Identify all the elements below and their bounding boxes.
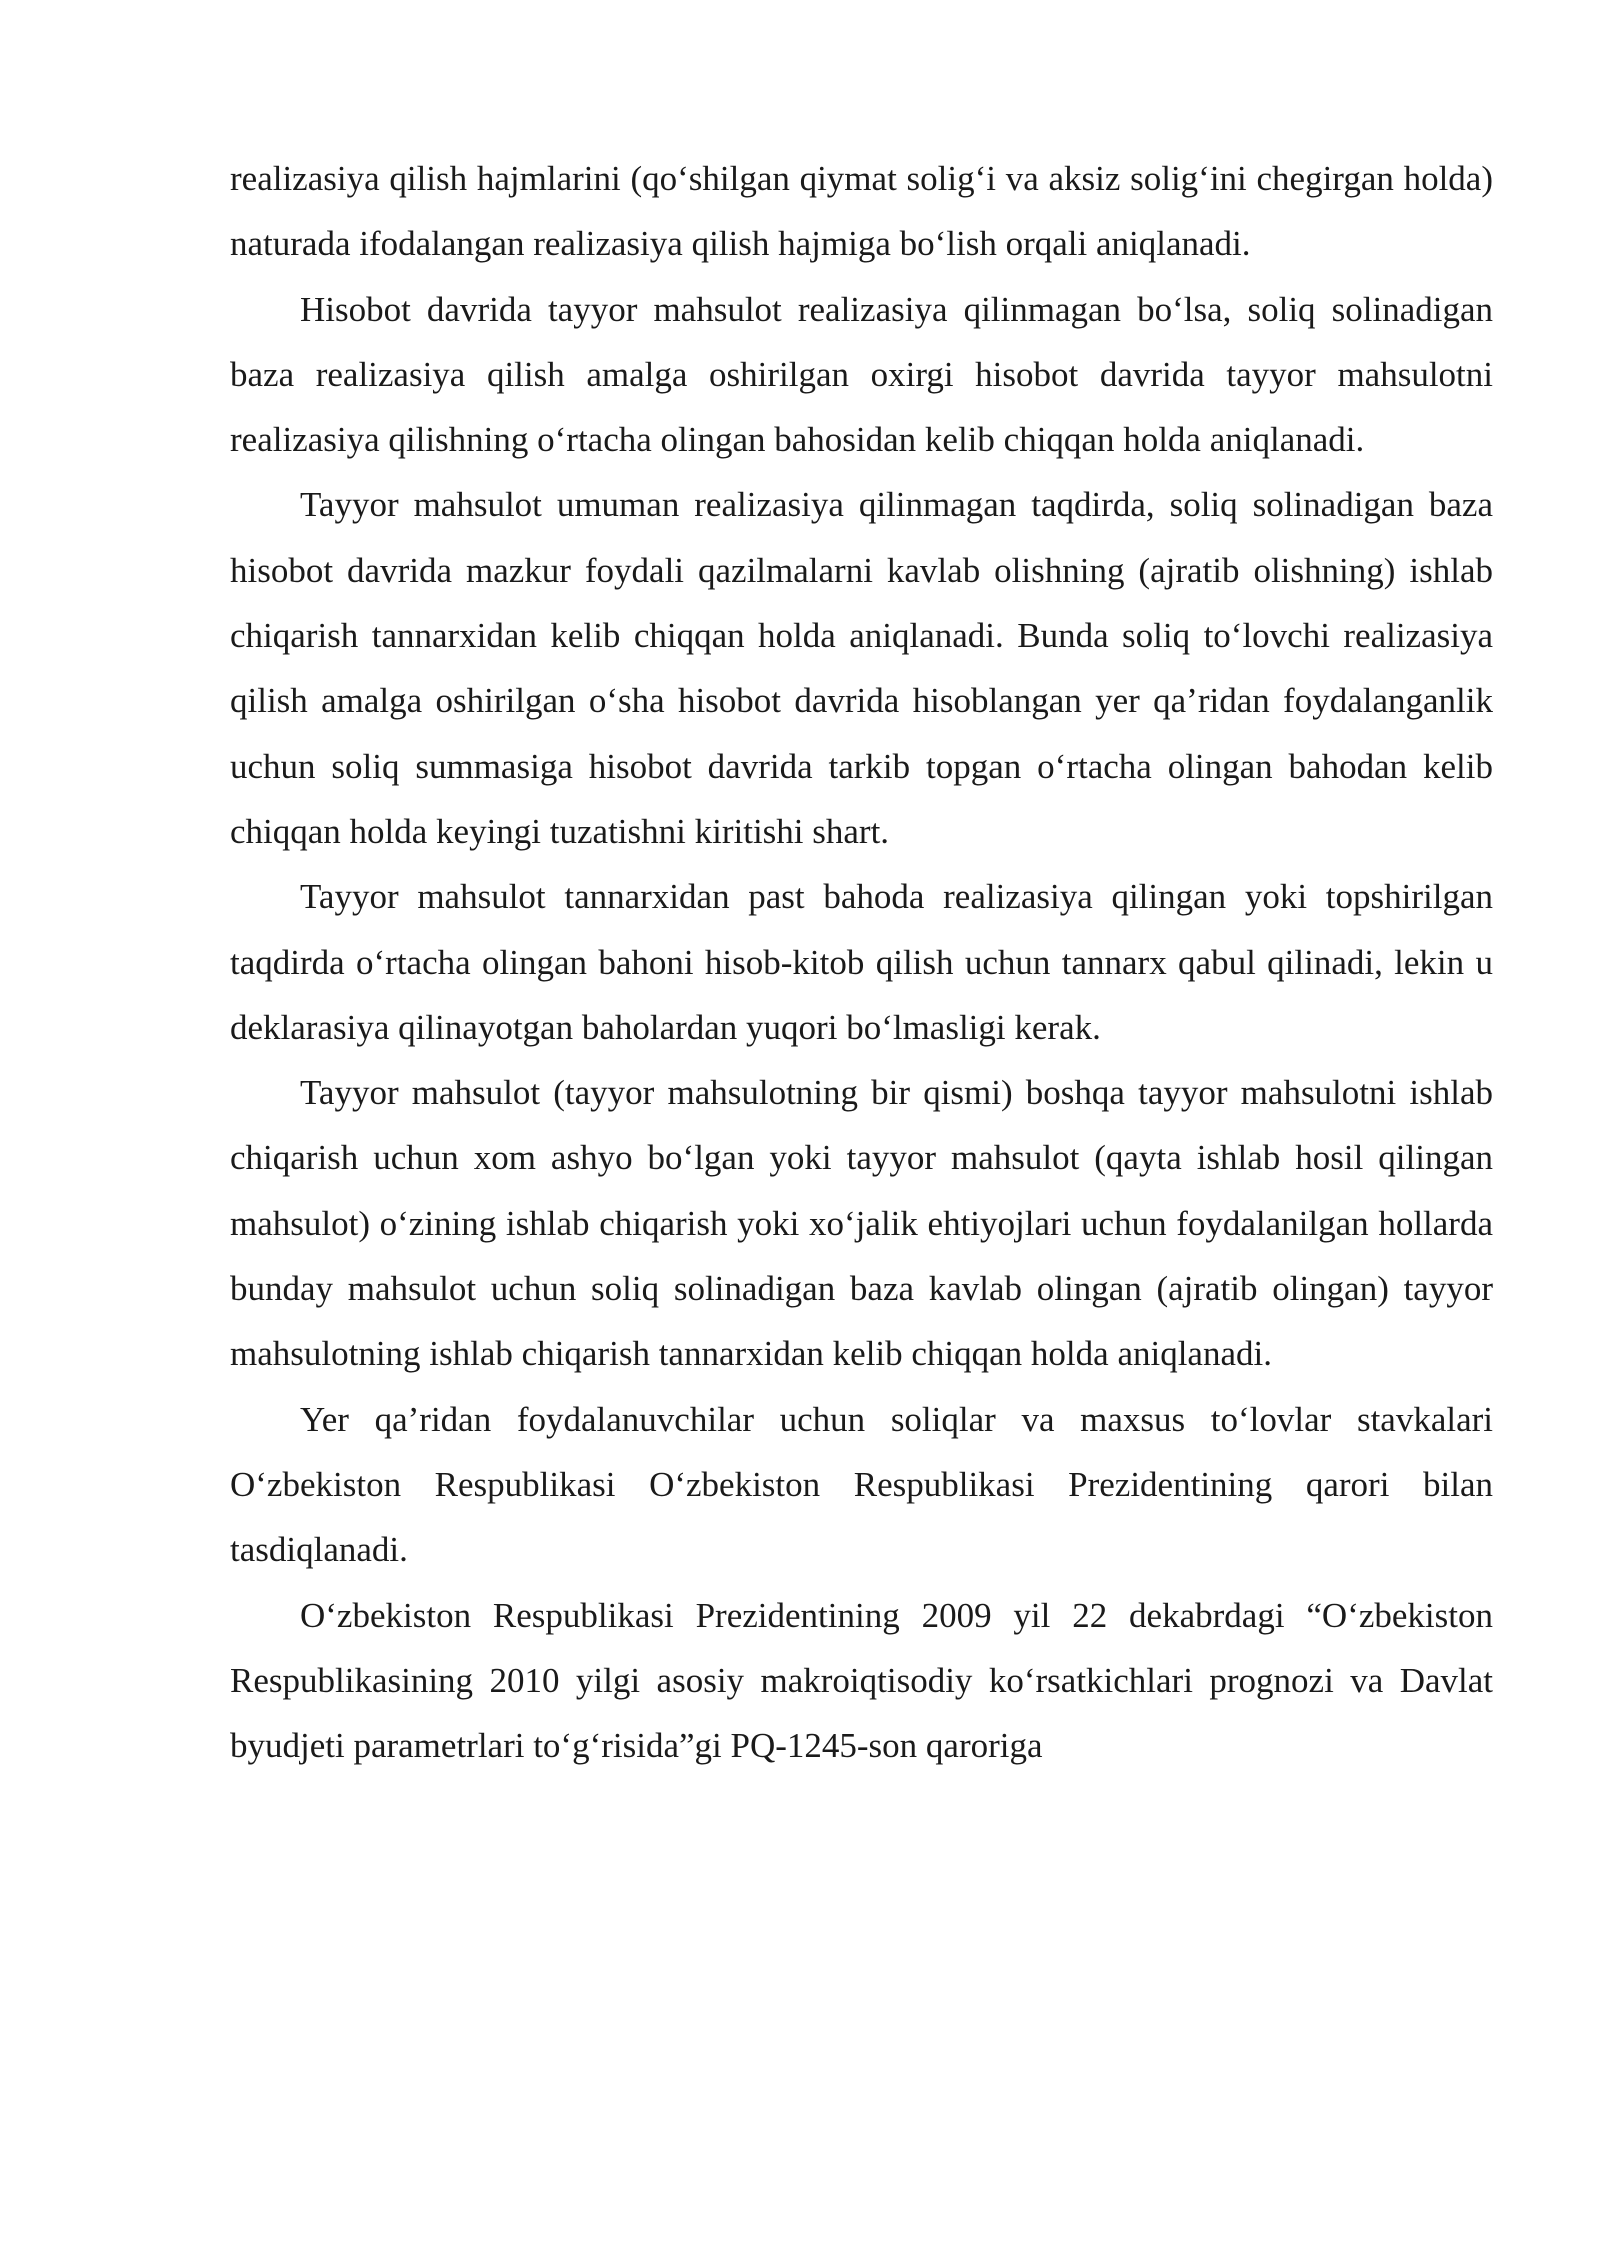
paragraph: Yer qa’ridan foydalanuvchilar uchun soliqlar va maxsus to‘lovlar stavkalari O‘zbekiston Respublikasi O‘zbekiston Respublikasi Prezidentining qarori bilan tasdiqlanadi. xyxy=(230,1399,1493,1570)
body-text xyxy=(230,146,1493,1778)
paragraph-continuation: realizasiya qilish hajmlarini (qo‘shilgan qiymat solig‘i va aksiz solig‘ini chegirgan holda) naturada ifodalangan realizasiya qilish hajmiga bo‘lish orqali aniqlanadi. xyxy=(230,159,1493,264)
paragraph: Tayyor mahsulot (tayyor mahsulotning bir qismi) boshqa tayyor mahsulotni ishlab chiqarish uchun xom ashyo bo‘lgan yoki tayyor mahsulot (qayta ishlab hosil qilingan mahsulot) o‘zining ishlab chiqarish yoki xo‘jalik ehtiyojlari uchun foydalanilgan hollarda bunday mahsulot uchun soliq solinadigan baza kavlab olingan (ajratib olingan) tayyor mahsulotning ishlab chiqarish tannarxidan kelib chiqqan holda aniqlanadi. xyxy=(230,1073,1493,1374)
paragraph: Hisobot davrida tayyor mahsulot realizasiya qilinmagan bo‘lsa, soliq solinadigan baza realizasiya qilish amalga oshirilgan oxirgi hisobot davrida tayyor mahsulotni realizasiya qilishning o‘rtacha olingan bahosidan kelib chiqqan holda aniqlanadi. xyxy=(230,289,1493,460)
paragraph: O‘zbekiston Respublikasi Prezidentining 2009 yil 22 dekabrdagi “O‘zbekiston Respublikasining 2010 yilgi asosiy makroiqtisodiy ko‘rsatkichlari prognozi va Davlat byudjeti parametrlari to‘g‘risida”gi PQ-1245-son qaroriga xyxy=(230,1595,1493,1766)
paragraph: Tayyor mahsulot tannarxidan past bahoda realizasiya qilingan yoki topshirilgan taqdirda o‘rtacha olingan bahoni hisob-kitob qilish uchun tannarx qabul qilinadi, lekin u deklarasiya qilinayotgan baholardan yuqori bo‘lmasligi kerak. xyxy=(230,877,1493,1047)
paragraph: Tayyor mahsulot umuman realizasiya qilinmagan taqdirda, soliq solinadigan baza hisobot davrida mazkur foydali qazilmalarni kavlab olishning (ajratib olishning) ishlab chiqarish tannarxidan kelib chiqqan holda aniqlanadi. Bunda soliq to‘lovchi realizasiya qilish amalga oshirilgan o‘sha hisobot davrida hisoblangan yer qa’ridan foydalanganlik uchun soliq summasiga hisobot davrida tarkib topgan o‘rtacha olingan bahodan kelib chiqqan holda keyingi tuzatishni kiritishi shart. xyxy=(230,485,1493,851)
